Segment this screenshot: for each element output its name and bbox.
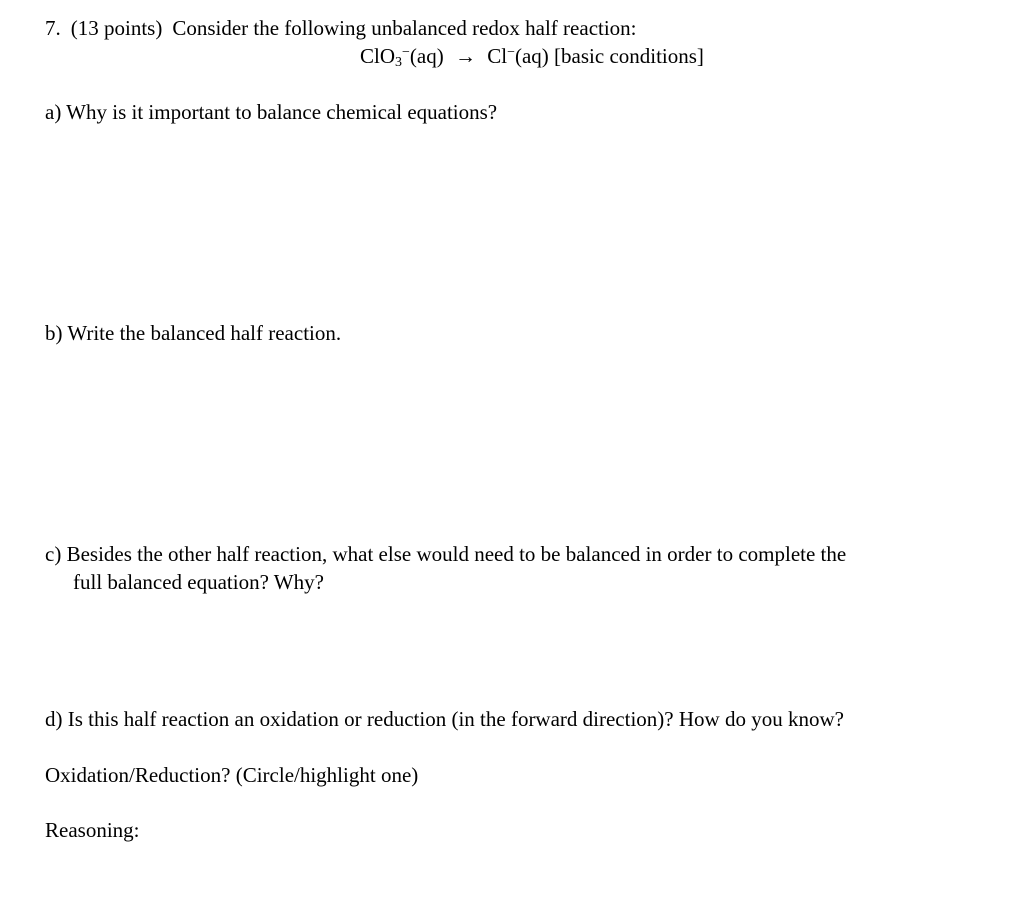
question-points: (13 points) [70,16,163,40]
part-b-question: b) Write the balanced half reaction. [45,321,342,345]
part-c-question-line2: full balanced equation? Why? [73,570,324,594]
product-charge: − [507,45,515,60]
reasoning-label: Reasoning: [45,818,140,842]
reaction-conditions: [basic conditions] [554,44,704,68]
oxidation-reduction-choice: Oxidation/Reduction? (Circle/highlight one) [45,763,419,787]
question-number: 7. [45,16,61,40]
half-reaction-equation [360,43,704,69]
reactant-charge: − [402,45,410,60]
reaction-arrow: → [454,44,476,68]
reactant-state: (aq) [409,44,444,68]
part-c-question-line1: c) Besides the other half reaction, what else would need to be balanced in order to complete the [45,542,847,566]
part-d-question: d) Is this half reaction an oxidation or reduction (in the forward direction)? How do you know? [45,707,844,731]
reactant-subscript: 3 [395,55,403,70]
part-a-question: a) Why is it important to balance chemical equations? [45,100,498,124]
product-state: (aq) [514,44,549,68]
question-header [45,15,637,41]
reactant-formula: ClO [360,44,396,68]
product-formula: Cl [487,44,508,68]
question-prompt: Consider the following unbalanced redox half reaction: [172,16,637,40]
